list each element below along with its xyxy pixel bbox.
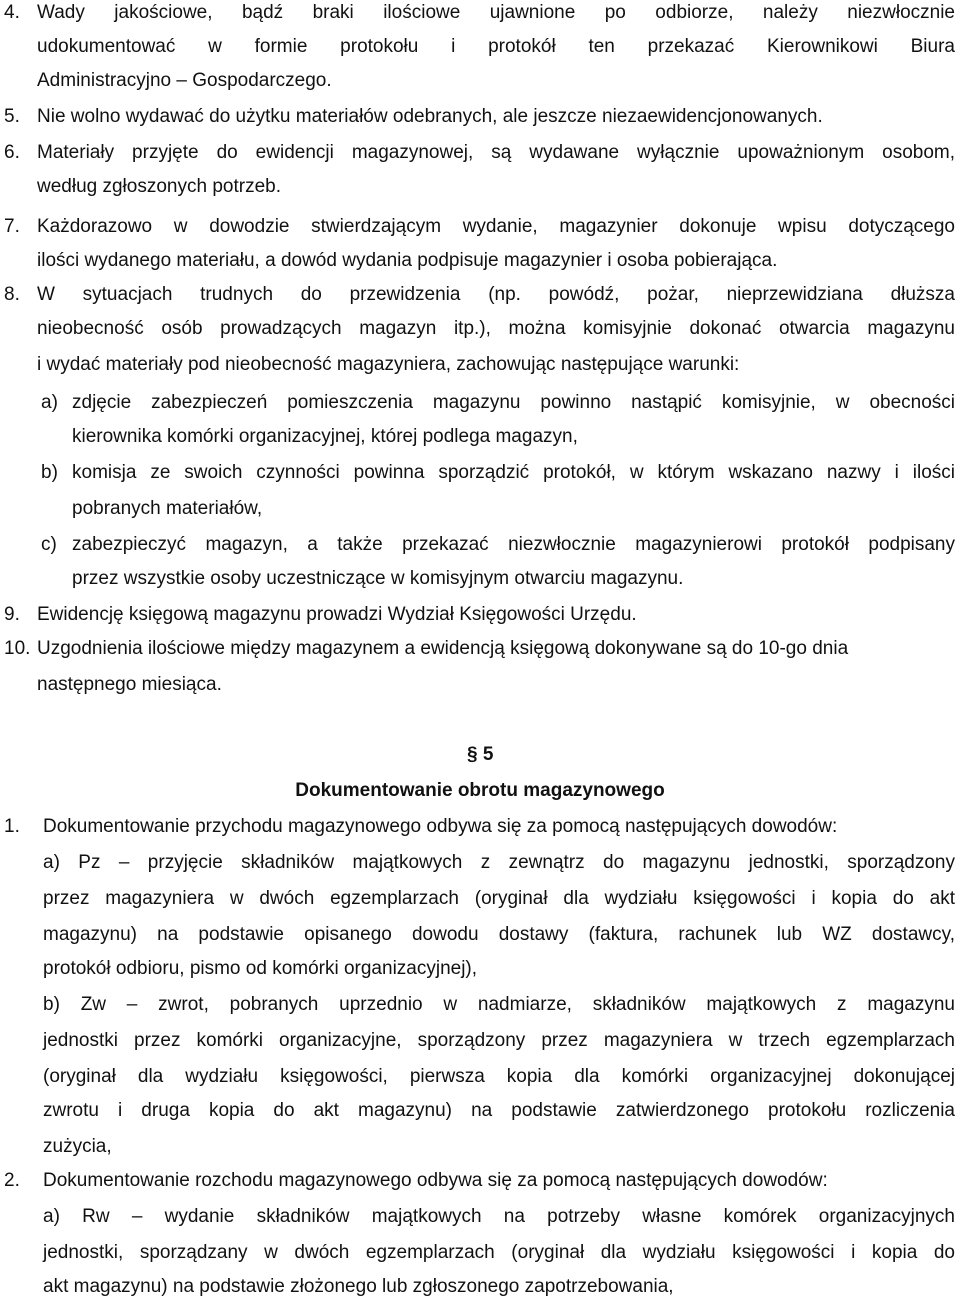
- subitem-text-line: kierownika komórki organizacyjnej, której podlega magazyn,: [72, 426, 578, 447]
- item-number: 7.: [4, 216, 20, 237]
- item-number: 9.: [4, 604, 20, 625]
- item-number: 8.: [4, 284, 20, 305]
- item-text-line: według zgłoszonych potrzeb.: [37, 176, 281, 197]
- subitem-label: b): [41, 462, 58, 483]
- item-number: 5.: [4, 106, 20, 127]
- item-text-line: Dokumentowanie rozchodu magazynowego odbywa się za pomocą następujących dowodów:: [43, 1170, 828, 1191]
- item-number: 10.: [4, 638, 31, 659]
- section-sign: § 5: [467, 744, 494, 765]
- subitem-text-line: akt magazynu) na podstawie złożonego lub zgłoszonego zapotrzebowania,: [43, 1276, 674, 1297]
- subitem-text-line: przez wszystkie osoby uczestniczące w komisyjnym otwarciu magazynu.: [72, 568, 684, 589]
- subitem-label: a): [41, 392, 58, 413]
- subitem-text-line: b) Zw – zwrot, pobranych uprzednio w nadmiarze, składników majątkowych z magazynu: [43, 994, 955, 1015]
- subitem-text-line: jednostki przez komórki organizacyjne, sporządzony przez magazyniera w trzech egzemplarzach: [43, 1030, 955, 1051]
- item-text-line: następnego miesiąca.: [37, 674, 222, 695]
- item-text-line: Administracyjno – Gospodarczego.: [37, 70, 332, 91]
- subitem-text-line: komisja ze swoich czynności powinna sporządzić protokół, w którym wskazano nazwy i ilości: [72, 462, 955, 483]
- subitem-text-line: magazynu) na podstawie opisanego dowodu dostawy (faktura, rachunek lub WZ dostawcy,: [43, 924, 955, 945]
- item-text-line: ilości wydanego materiału, a dowód wydania podpisuje magazynier i osoba pobierająca.: [37, 250, 778, 271]
- item-text-line: Dokumentowanie przychodu magazynowego odbywa się za pomocą następujących dowodów:: [43, 816, 838, 837]
- subitem-text-line: zużycia,: [43, 1136, 112, 1157]
- subitem-text-line: a) Rw – wydanie składników majątkowych na potrzeby własne komórek organizacyjnych: [43, 1206, 955, 1227]
- section-title: Dokumentowanie obrotu magazynowego: [295, 780, 665, 801]
- subitem-text-line: pobranych materiałów,: [72, 498, 263, 519]
- item-number: 1.: [4, 816, 20, 837]
- item-text-line: W sytuacjach trudnych do przewidzenia (np. powódź, pożar, nieprzewidziana dłuższa: [37, 284, 955, 305]
- item-text-line: Materiały przyjęte do ewidencji magazynowej, są wydawane wyłącznie upoważnionym osobom,: [37, 142, 955, 163]
- item-text-line: Wady jakościowe, bądź braki ilościowe ujawnione po odbiorze, należy niezwłocznie: [37, 2, 955, 23]
- item-text-line: i wydać materiały pod nieobecność magazyniera, zachowując następujące warunki:: [37, 354, 740, 375]
- subitem-text-line: przez magazyniera w dwóch egzemplarzach (oryginał dla wydziału księgowości i kopia do akt: [43, 888, 955, 909]
- subitem-text-line: jednostki, sporządzany w dwóch egzemplarzach (oryginał dla wydziału księgowości i kopia do: [43, 1242, 955, 1263]
- item-text-line: Każdorazowo w dowodzie stwierdzającym wydanie, magazynier dokonuje wpisu dotyczącego: [37, 216, 955, 237]
- subitem-text-line: (oryginał dla wydziału księgowości, pierwsza kopia dla komórki organizacyjnej dokonującej: [43, 1066, 955, 1087]
- item-number: 4.: [4, 2, 20, 23]
- subitem-text-line: a) Pz – przyjęcie składników majątkowych z zewnątrz do magazynu jednostki, sporządzony: [43, 852, 955, 873]
- subitem-text-line: zabezpieczyć magazyn, a także przekazać niezwłocznie magazynierowi protokół podpisany: [72, 534, 955, 555]
- item-number: 6.: [4, 142, 20, 163]
- item-number: 2.: [4, 1170, 20, 1191]
- subitem-text-line: zdjęcie zabezpieczeń pomieszczenia magazynu powinno nastąpić komisyjnie, w obecności: [72, 392, 955, 413]
- subitem-text-line: protokół odbioru, pismo od komórki organizacyjnej),: [43, 958, 478, 979]
- item-text-line: Ewidencję księgową magazynu prowadzi Wydział Księgowości Urzędu.: [37, 604, 637, 625]
- subitem-label: c): [41, 534, 57, 555]
- item-text-line: nieobecność osób prowadzących magazyn itp.), można komisyjnie dokonać otwarcia magazynu: [37, 318, 955, 339]
- item-text-line: udokumentować w formie protokołu i protokół ten przekazać Kierownikowi Biura: [37, 36, 955, 57]
- item-text-line: Nie wolno wydawać do użytku materiałów odebranych, ale jeszcze niezaewidencjonowanych.: [37, 106, 823, 127]
- item-text-line: Uzgodnienia ilościowe między magazynem a ewidencją księgową dokonywane są do 10-go dnia: [37, 638, 849, 659]
- subitem-text-line: zwrotu i druga kopia do akt magazynu) na podstawie zatwierdzonego protokołu rozliczenia: [43, 1100, 955, 1121]
